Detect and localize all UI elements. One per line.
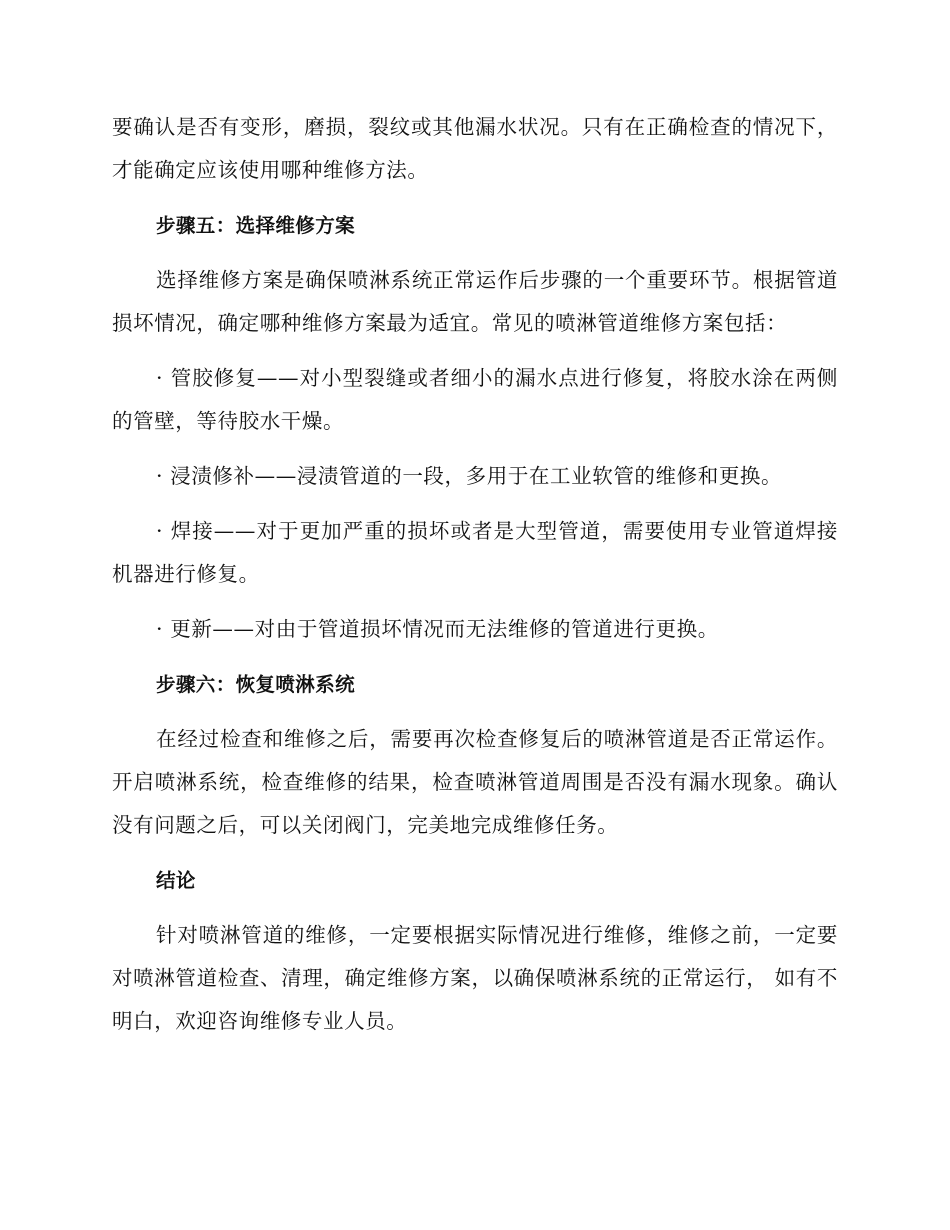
step5-heading: 步骤五：选择维修方案 bbox=[156, 214, 356, 237]
step6-paragraph: 在经过检查和维修之后，需要再次检查修复后的喷淋管道是否正常运作。开启喷淋系统，检查维修的结果，检查喷淋管道周围是否没有漏水现象。确认没有问题之后，可以关闭阀门，完美地完成维修任务。 bbox=[112, 727, 838, 837]
step5-bullet-impregnation: · 浸渍修补——浸渍管道的一段，多用于在工业软管的维修和更换。 bbox=[156, 464, 783, 488]
step5-paragraph: 选择维修方案是确保喷淋系统正常运作后步骤的一个重要环节。根据管道损坏情况，确定哪种维修方案最为适宜。常见的喷淋管道维修方案包括： bbox=[112, 268, 838, 335]
step5-bullet-glue-repair: · 管胶修复——对小型裂缝或者细小的漏水点进行修复，将胶水涂在两侧的管壁，等待胶水干燥。 bbox=[112, 366, 838, 433]
step5-bullet-replacement: · 更新——对由于管道损坏情况而无法维修的管道进行更换。 bbox=[156, 617, 719, 641]
step6-heading: 步骤六：恢复喷淋系统 bbox=[156, 673, 356, 696]
conclusion-heading: 结论 bbox=[156, 869, 196, 892]
document-page bbox=[112, 106, 838, 1055]
intro-continuation-paragraph: 要确认是否有变形，磨损，裂纹或其他漏水状况。只有在正确检查的情况下，才能确定应该使用哪种维修方法。 bbox=[112, 115, 838, 182]
conclusion-paragraph: 针对喷淋管道的维修，一定要根据实际情况进行维修，维修之前，一定要对喷淋管道检查、清理，确定维修方案，以确保喷淋系统的正常运行， 如有不明白，欢迎咨询维修专业人员。 bbox=[112, 923, 838, 1033]
step5-bullet-welding: · 焊接——对于更加严重的损坏或者是大型管道，需要使用专业管道焊接机器进行修复。 bbox=[112, 519, 838, 586]
